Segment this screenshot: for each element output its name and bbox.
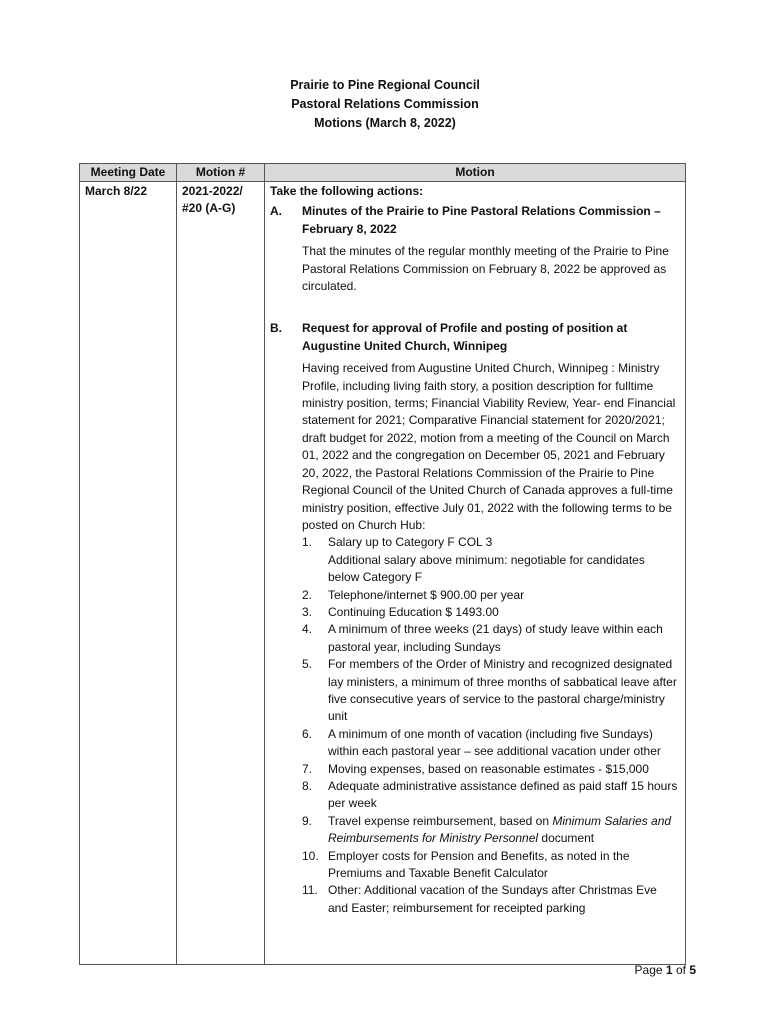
table-header-row [80, 164, 686, 182]
list-item: 3. Continuing Education $ 1493.00 [302, 604, 499, 619]
list-item: 8. Adequate administrative assistance defined as paid staff 15 hours per week [302, 779, 678, 811]
section-b [270, 320, 679, 355]
cell-date [80, 182, 177, 965]
list-item: 7. Moving expenses, based on reasonable estimates - $15,000 [302, 761, 649, 776]
meeting-date: March 8/22 [85, 184, 148, 198]
section-a-body: That the minutes of the regular monthly meeting of the Prairie to Pine Pastoral Relations Commission on February 8, 2022 be approved as circulated. [302, 244, 669, 294]
motion-number [177, 182, 264, 217]
section-a [270, 203, 679, 238]
motion-number-line2: #20 (A-G) [182, 201, 236, 215]
list-item: 6. A minimum of one month of vacation (including five Sundays) within each pastoral year – see additional vacation under other [302, 726, 661, 759]
page-number: Page 1 of 5 [634, 963, 696, 977]
list-item: 10. Employer costs for Pension and Benefits, as noted in the Premiums and Taxable Benefit Calculator [302, 848, 630, 881]
section-a-heading: Minutes of the Prairie to Pine Pastoral Relations Commission – February 8, 2022 [302, 204, 661, 236]
list-item: 11. Other: Additional vacation of the Sundays after Christmas Eve and Easter; reimbursement for receipted parking [302, 883, 657, 915]
header-motion-number: Motion # [177, 164, 265, 182]
motion-intro: Take the following actions: [270, 184, 424, 198]
list-item: 5. For members of the Order of Ministry and recognized designated lay ministers, a minimum of three months of sabbatical leave after five consecutive years of service to the pastoral charge/ministry unit [302, 657, 677, 724]
header-meeting-date: Meeting Date [80, 164, 177, 182]
list-item: 1. Salary up to Category F COL 3 Additional salary above minimum: negotiable for candidates below Category F [302, 535, 645, 585]
section-b-heading: Request for approval of Profile and posting of position at Augustine United Church, Winnipeg [302, 321, 628, 353]
motion-number-line1: 2021-2022/ [182, 184, 243, 198]
title-commission: Pastoral Relations Commission [291, 97, 479, 111]
section-b-letter: B. [270, 321, 282, 336]
header-motion: Motion [265, 164, 686, 182]
list-item: 2. Telephone/internet $ 900.00 per year [302, 587, 525, 602]
cell-motion [265, 182, 686, 965]
motions-table [79, 163, 686, 965]
document-title [0, 76, 770, 133]
cell-motion-number [177, 182, 265, 965]
list-item: 9. Travel expense reimbursement, based on Minimum Salaries and Reimbursements for Ministry Personnel document [302, 813, 672, 846]
section-a-letter: A. [270, 204, 282, 219]
table-row [80, 182, 686, 965]
list-item: 4. A minimum of three weeks (21 days) of study leave within each pastoral year, including Sundays [302, 622, 663, 654]
terms-list [302, 534, 679, 917]
title-motions: Motions (March 8, 2022) [314, 116, 456, 130]
motion-text [265, 182, 685, 917]
section-b-body: Having received from Augustine United Church, Winnipeg : Ministry Profile, including living faith story, a position description for fulltime ministry position, terms; Financial Viability Review, Year- end Financial statement for 2021; Comparative Financial statement for 2020/2021; draft budget for 2022, motion from a meeting of the Council on March 01, 2022 and the congregation on December 05, 2021 and February 20, 2022, the Pastoral Relations Commission of the Prairie to Pine Regional Council of the United Church of Canada approves a full-time ministry position, effective July 01, 2022 with the following terms to be posted on Church Hub: [302, 361, 676, 532]
title-council: Prairie to Pine Regional Council [290, 78, 480, 92]
